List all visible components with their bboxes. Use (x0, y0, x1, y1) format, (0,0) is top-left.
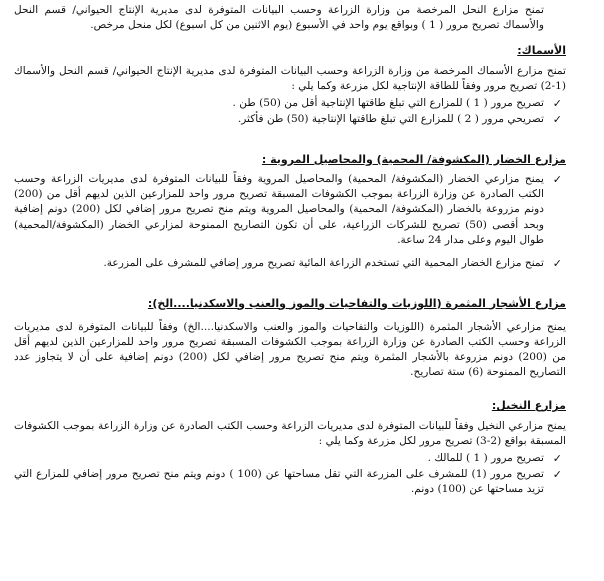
fruit-trees-heading: مزارع الأشجار المثمرة (اللوزيات والتفاحيات والموز والعنب والاسكدنيا....الخ): (147, 296, 566, 310)
fruit-trees-section (14, 296, 566, 381)
check-mark-icon: ✓ (552, 112, 562, 126)
fish-section (14, 43, 566, 127)
list-item-text: تصريحي مرور ( 2 ) للمزارع التي تبلغ طاقتها الإنتاجية (50) طن فأكثر. (237, 112, 544, 125)
fish-heading: الأسماك: (517, 44, 566, 58)
check-mark-icon: ✓ (552, 452, 562, 465)
check-mark-icon: ✓ (552, 173, 562, 187)
list-item (14, 256, 566, 271)
palms-section (14, 398, 566, 497)
intro-paragraph: تمنح مزارع النحل المرخصة من وزارة الزراعة وحسب البيانات المتوفرة لدى مديرية الإنتاج الحيواني/ قسم النحل والأسماك تصريح مرور ( 1 ) وبواقع يوم واحد في الأسبوع (يوم الاثنين من كل اسبوع) لكل منحل مرخص. (14, 4, 544, 32)
list-item (14, 172, 566, 247)
list-item (14, 467, 566, 497)
fruit-trees-paragraph: يمنح مزارعي الأشجار المثمرة (اللوزيات والتفاحيات والموز والعنب والاسكدنيا....الخ) وفقاً للبيانات المتوفرة لدى مديريات الزراعة وحسب الكتب الصادرة عن وزارة الزراعة بموجب الكشوفات المسبقة تصريح مرور واحد للمزارعين الذين لديهم أقل من (200) دونم مزروعة بالأشجار المثمرة ويتم منح تصريح مرور إضافي لكل (200) دونم إضافية على أن لا يتجاوز عدد التصاريح الممنوحة (6) ستة تصاريح. (14, 321, 566, 379)
list-item (14, 112, 566, 127)
list-item-text: تصريح مرور (1) للمشرف على المزرعة التي تقل مساحتها عن (100 ) دونم ويتم منح تصريح مرور إضافي للمزارع التي تزيد مساحتها عن (100) دونم. (14, 468, 544, 496)
fish-list (14, 96, 566, 127)
vegetables-list (14, 172, 566, 270)
check-mark-icon: ✓ (552, 96, 562, 110)
list-item-text: تصريح مرور ( 1 ) للمزارع التي تبلغ طاقتها الإنتاجية أقل من (50) طن . (232, 96, 544, 109)
vegetables-section (14, 152, 566, 271)
palms-heading: مزارع النخيل: (491, 399, 566, 413)
fish-paragraph: تمنح مزارع الأسماك المرخصة من وزارة الزراعة وحسب البيانات المتوفرة لدى مديرية الإنتاج الحيواني/ قسم النحل والأسماك (1-2) تصريح مرور وفقاً للطاقة الإنتاجية لكل مزرعة وكما يلي : (14, 64, 566, 92)
list-item (14, 451, 566, 466)
list-item (14, 96, 566, 111)
palms-paragraph: يمنح مزارعي النخيل وفقاً للبيانات المتوفرة لدى مديريات الزراعة وحسب الكتب الصادرة عن وزارة الزراعة بموجب الكشوفات المسبقة بواقع (2-3) تصريح مرور لكل مزرعة وكما يلي : (14, 419, 566, 447)
list-item-text: تمنح مزارع الخضار المحمية التي تستخدم الزراعة المائية تصريح مرور إضافي للمشرف على المزرعة. (103, 256, 544, 269)
list-item-text: يمنح مزارعي الخضار (المكشوفة/ المحمية) والمحاصيل المروية وفقاً للبيانات المتوفرة لدى مديريات الزراعة وحسب الكتب الصادرة عن وزارة الزراعة بموجب الكشوفات المسبقة تصريح مرور واحد للمزارعين الذين لديهم أقل من (200) دونم مزروعة بالخضار (المكشوفة/ المحمية) والمحاصيل المروية ويتم منح تصريح مرور إضافي لكل (200) دونم إضافية وبحد أقصى (50) تصريح للشركات الزراعية، على أن تكون التصاريح الممنوحة لمزارعي الخضار (المكشوفة/المحمية) طوال اليوم وعلى مدار 24 ساعة. (14, 173, 544, 246)
palms-list (14, 451, 566, 497)
list-item-text: تصريح مرور ( 1 ) للمالك . (427, 452, 544, 464)
check-mark-icon: ✓ (552, 256, 562, 270)
vegetables-heading: مزارع الخضار (المكشوفة/ المحمية) والمحاصيل المروية : (261, 152, 566, 166)
check-mark-icon: ✓ (552, 468, 562, 482)
